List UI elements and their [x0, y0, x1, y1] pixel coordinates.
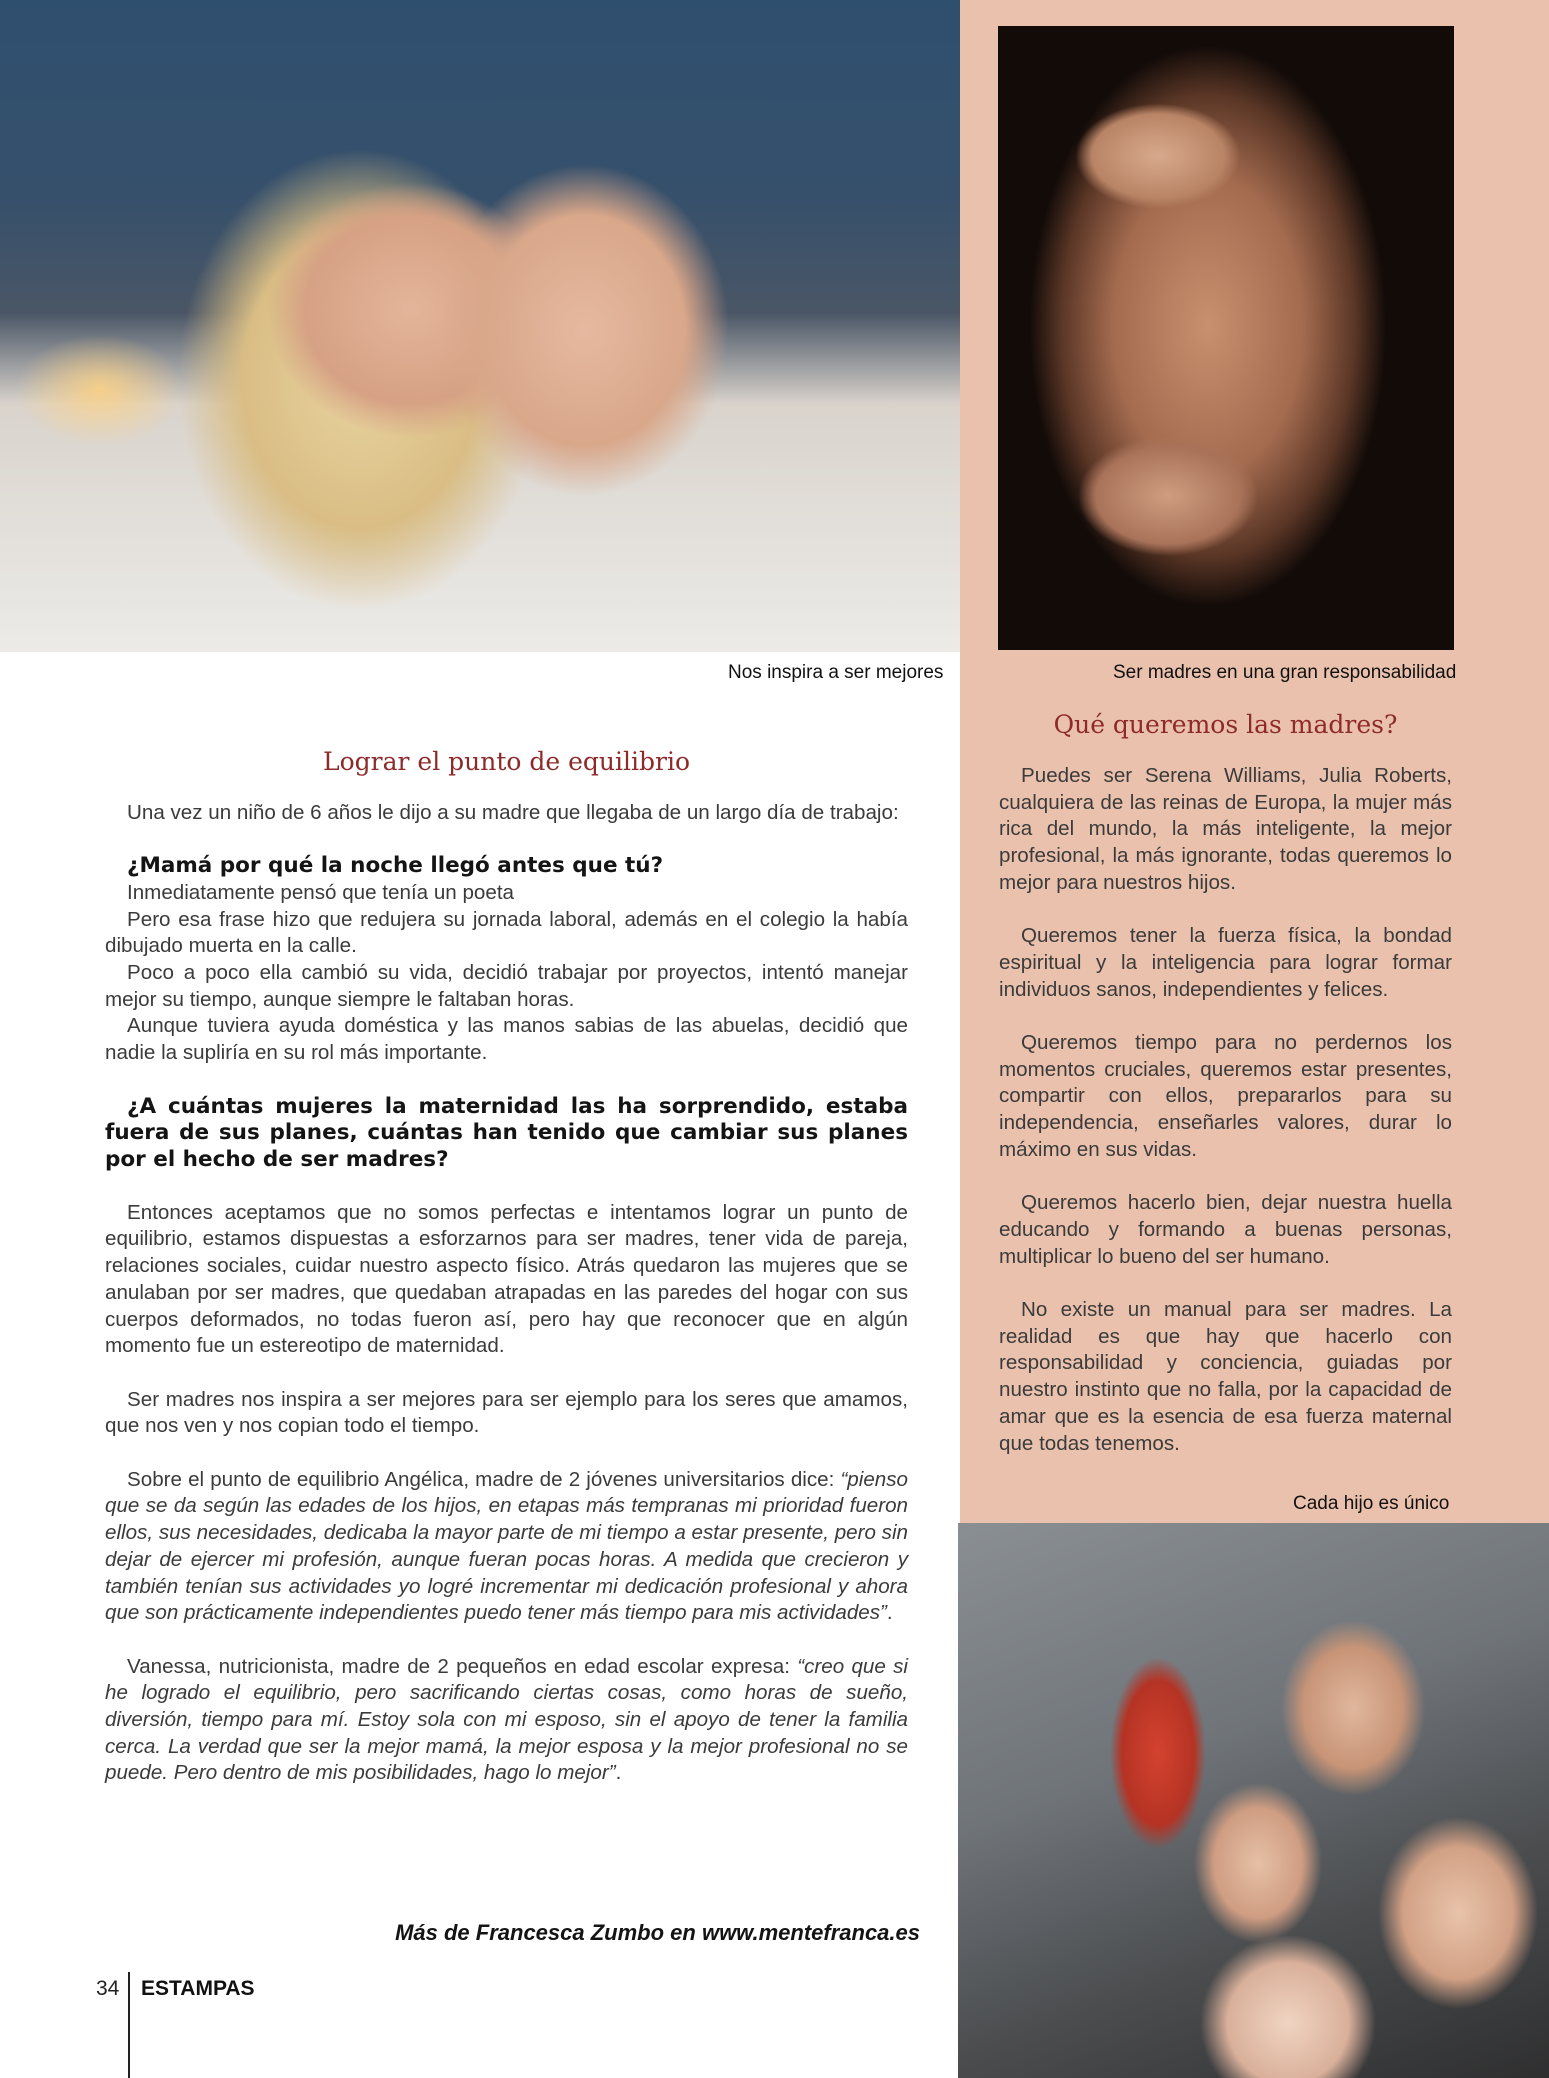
caption-mother-baby: Nos inspira a ser mejores — [728, 662, 944, 683]
angelica-quote: “pienso que se da según las edades de los hijos, en etapas más tempranas mi prioridad fueron ellos, sus necesidades, dedicaba la mayor parte de mi tiempo a estar presente, pero sin dejar de ejercer mi profesión, aunque fueran pocas horas. A medida que crecieron y también tenían sus actividades yo logré incrementar mi dedicación profesional y ahora que son prácticamente independientes puedo tener más tiempo para mis actividades” — [105, 1467, 908, 1625]
inspire-paragraph: Ser madres nos inspira a ser mejores para ser ejemplo para los seres que amamos, que nos ven y nos copian todo el tiempo. — [105, 1387, 908, 1438]
story-line: Aunque tuviera ayuda doméstica y las manos sabias de las abuelas, decidió que nadie la supliría en su rol más importante. — [105, 1014, 908, 1065]
question-heading: ¿Mamá por qué la noche llegó antes que tú? — [127, 853, 664, 879]
intro-paragraph: Una vez un niño de 6 años le dijo a su madre que llegaba de un largo día de trabajo: — [127, 801, 899, 824]
vanessa-intro: Vanessa, nutricionista, madre de 2 pequeños en edad escolar expresa: — [127, 1654, 790, 1678]
balance-paragraph: Entonces aceptamos que no somos perfectas e intentamos lograr un punto de equilibrio, estamos dispuestas a esforzarnos para ser madres, tener vida de pareja, relaciones sociales, cuidar nuestro aspecto físico. Atrás quedaron las mujeres que se anulaban por ser madres, que quedaban atrapadas en las paredes del hogar con sus cuerpos deformados, no todas fueron así, pero hay que reconocer que en algún momento fue un estereotipo de maternidad. — [105, 1200, 908, 1358]
right-paragraph: Queremos tener la fuerza física, la bondad espiritual y la inteligencia para lograr formar individuos sanos, independientes y felices. — [999, 924, 1452, 1001]
vanessa-end: . — [615, 1761, 622, 1785]
angelica-paragraph — [105, 1467, 908, 1627]
story-line: Inmediatamente pensó que tenía un poeta — [127, 880, 514, 904]
right-article-body — [999, 763, 1452, 1457]
right-paragraph: Puedes ser Serena Williams, Julia Roberts, cualquiera de las reinas de Europa, la mujer más rica del mundo, la más inteligente, la mejor profesional, la más ignorante, todas queremos lo mejor para nuestros hijos. — [999, 764, 1452, 894]
photo-pregnant-belly — [998, 26, 1454, 650]
question-heading: ¿A cuántas mujeres la maternidad las ha sorprendido, estaba fuera de sus planes, cuántas han tenido que cambiar sus planes por el hecho de ser madres? — [105, 1093, 908, 1172]
photo-mother-children — [958, 1523, 1549, 2078]
photo-mother-baby — [0, 0, 960, 652]
angelica-intro: Sobre el punto de equilibrio Angélica, madre de 2 jóvenes universitarios dice: — [127, 1467, 835, 1491]
author-website-link[interactable]: Más de Francesca Zumbo en www.mentefranca.es — [395, 1920, 920, 1945]
left-article-body — [105, 800, 908, 1787]
story-line: Poco a poco ella cambió su vida, decidió trabajar por proyectos, intentó manejar mejor su tiempo, aunque siempre le faltaban horas. — [105, 961, 908, 1011]
page-number: 34 — [96, 1977, 120, 2000]
caption-children: Cada hijo es único — [1293, 1493, 1450, 1514]
right-paragraph: No existe un manual para ser madres. La realidad es que hay que hacerlo con responsabilidad y conciencia, guiadas por nuestro instinto que no falla, por la capacidad de amar que es la esencia de esa fuerza maternal que todas tenemos. — [999, 1298, 1452, 1455]
left-article-title: Lograr el punto de equilibrio — [322, 747, 691, 776]
right-article-title: Qué queremos las madres? — [1053, 710, 1398, 739]
story-line: Pero esa frase hizo que redujera su jornada laboral, además en el colegio la había dibujado muerta en la calle. — [105, 907, 908, 958]
magazine-name: ESTAMPAS — [141, 1977, 255, 2000]
caption-pregnant: Ser madres en una gran responsabilidad — [1113, 662, 1457, 683]
right-paragraph: Queremos tiempo para no perdernos los momentos cruciales, queremos estar presentes, compartir con ellos, prepararlos para su independencia, enseñarles valores, durar lo máximo en sus vidas. — [999, 1031, 1452, 1161]
folio-divider — [128, 1972, 130, 2078]
vanessa-quote: “creo que si he logrado el equilibrio, pero sacrificando ciertas cosas, como horas de sueño, diversión, tiempo para mí. Estoy sola con mi esposo, sin el apoyo de tener la familia cerca. La verdad que ser la mejor mamá, la mejor esposa y la mejor profesional no se puede. Pero dentro de mis posibilidades, hago lo mejor” — [105, 1654, 908, 1785]
vanessa-paragraph — [105, 1654, 908, 1788]
right-paragraph: Queremos hacerlo bien, dejar nuestra huella educando y formando a buenas personas, multiplicar lo bueno del ser humano. — [999, 1191, 1452, 1268]
angelica-end: . — [886, 1601, 893, 1625]
